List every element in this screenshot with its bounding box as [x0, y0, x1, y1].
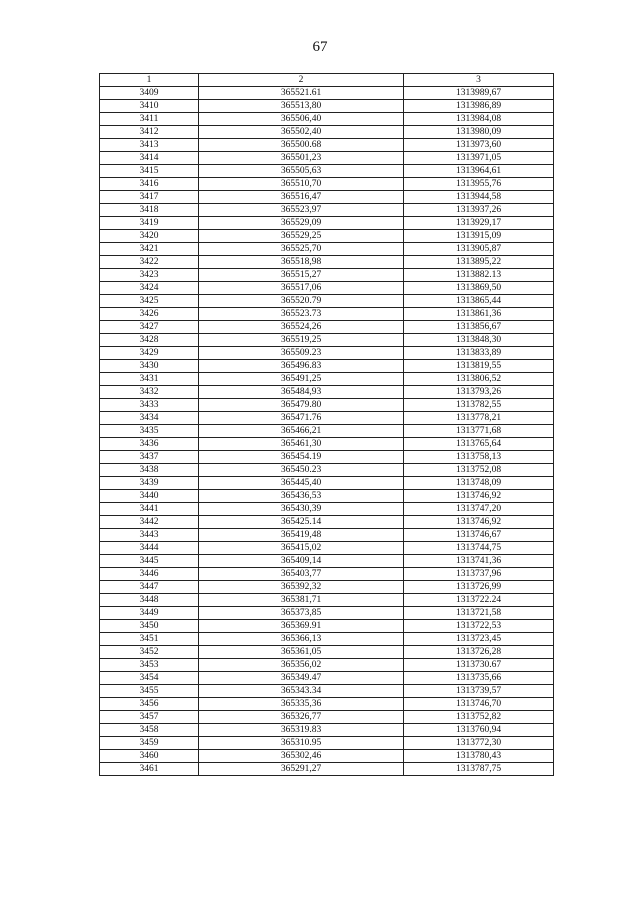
table-row [100, 152, 554, 165]
cell-point-number: 3415 [100, 165, 199, 178]
cell-x-coordinate: 365510,70 [199, 178, 404, 191]
table-row [100, 711, 554, 724]
table-row [100, 113, 554, 126]
table-row [100, 594, 554, 607]
cell-x-coordinate: 365496.83 [199, 360, 404, 373]
cell-x-coordinate: 365415,02 [199, 542, 404, 555]
table-row [100, 672, 554, 685]
cell-y-coordinate: 1313746,92 [404, 490, 554, 503]
table-row [100, 633, 554, 646]
cell-x-coordinate: 365513,80 [199, 100, 404, 113]
cell-x-coordinate: 365361,05 [199, 646, 404, 659]
table-row [100, 724, 554, 737]
cell-y-coordinate: 1313760,94 [404, 724, 554, 737]
cell-y-coordinate: 1313726,28 [404, 646, 554, 659]
cell-y-coordinate: 1313739,57 [404, 685, 554, 698]
cell-point-number: 3444 [100, 542, 199, 555]
table-row [100, 269, 554, 282]
cell-point-number: 3420 [100, 230, 199, 243]
cell-x-coordinate: 365479.80 [199, 399, 404, 412]
cell-y-coordinate: 1313856,67 [404, 321, 554, 334]
cell-y-coordinate: 1313765,64 [404, 438, 554, 451]
cell-point-number: 3425 [100, 295, 199, 308]
cell-y-coordinate: 1313735,66 [404, 672, 554, 685]
table-row [100, 243, 554, 256]
cell-x-coordinate: 365525,70 [199, 243, 404, 256]
cell-point-number: 3445 [100, 555, 199, 568]
cell-y-coordinate: 1313780,43 [404, 750, 554, 763]
cell-point-number: 3446 [100, 568, 199, 581]
cell-y-coordinate: 1313833,89 [404, 347, 554, 360]
cell-x-coordinate: 365392,32 [199, 581, 404, 594]
cell-point-number: 3431 [100, 373, 199, 386]
table-body [100, 87, 554, 776]
cell-point-number: 3422 [100, 256, 199, 269]
table-row [100, 282, 554, 295]
cell-point-number: 3426 [100, 308, 199, 321]
table-row [100, 464, 554, 477]
cell-y-coordinate: 1313944,58 [404, 191, 554, 204]
cell-x-coordinate: 365326,77 [199, 711, 404, 724]
cell-y-coordinate: 1313778,21 [404, 412, 554, 425]
cell-x-coordinate: 365509.23 [199, 347, 404, 360]
cell-x-coordinate: 365520.79 [199, 295, 404, 308]
cell-y-coordinate: 1313721,58 [404, 607, 554, 620]
cell-point-number: 3437 [100, 451, 199, 464]
cell-point-number: 3424 [100, 282, 199, 295]
cell-point-number: 3436 [100, 438, 199, 451]
cell-x-coordinate: 365381,71 [199, 594, 404, 607]
table-row [100, 477, 554, 490]
table-row [100, 659, 554, 672]
cell-y-coordinate: 1313806,52 [404, 373, 554, 386]
table-row [100, 581, 554, 594]
table-row [100, 412, 554, 425]
cell-y-coordinate: 1313955,76 [404, 178, 554, 191]
cell-x-coordinate: 365516,47 [199, 191, 404, 204]
cell-x-coordinate: 365461,30 [199, 438, 404, 451]
cell-y-coordinate: 1313772,30 [404, 737, 554, 750]
table-row [100, 399, 554, 412]
cell-point-number: 3439 [100, 477, 199, 490]
cell-y-coordinate: 1313746,92 [404, 516, 554, 529]
cell-x-coordinate: 365366,13 [199, 633, 404, 646]
cell-y-coordinate: 1313752,08 [404, 464, 554, 477]
cell-y-coordinate: 1313722.24 [404, 594, 554, 607]
cell-point-number: 3416 [100, 178, 199, 191]
cell-point-number: 3410 [100, 100, 199, 113]
cell-x-coordinate: 365335,36 [199, 698, 404, 711]
table-row [100, 737, 554, 750]
cell-x-coordinate: 365524,26 [199, 321, 404, 334]
cell-x-coordinate: 365409,14 [199, 555, 404, 568]
cell-point-number: 3452 [100, 646, 199, 659]
cell-y-coordinate: 1313989,67 [404, 87, 554, 100]
cell-point-number: 3461 [100, 763, 199, 776]
table-row [100, 503, 554, 516]
cell-x-coordinate: 365523,97 [199, 204, 404, 217]
coordinates-table [99, 73, 554, 776]
cell-point-number: 3434 [100, 412, 199, 425]
cell-x-coordinate: 365505,63 [199, 165, 404, 178]
cell-point-number: 3409 [100, 87, 199, 100]
cell-y-coordinate: 1313730.67 [404, 659, 554, 672]
cell-x-coordinate: 365343.34 [199, 685, 404, 698]
cell-x-coordinate: 365302,46 [199, 750, 404, 763]
cell-y-coordinate: 1313973,60 [404, 139, 554, 152]
page-number: 67 [312, 39, 328, 55]
cell-y-coordinate: 1313726,99 [404, 581, 554, 594]
cell-point-number: 3413 [100, 139, 199, 152]
cell-x-coordinate: 365445,40 [199, 477, 404, 490]
table-row [100, 191, 554, 204]
cell-point-number: 3411 [100, 113, 199, 126]
cell-x-coordinate: 365501,23 [199, 152, 404, 165]
cell-y-coordinate: 1313895,22 [404, 256, 554, 269]
table-row [100, 698, 554, 711]
table-row [100, 529, 554, 542]
cell-x-coordinate: 365491,25 [199, 373, 404, 386]
cell-x-coordinate: 365471.76 [199, 412, 404, 425]
cell-x-coordinate: 365403,77 [199, 568, 404, 581]
cell-x-coordinate: 365466,21 [199, 425, 404, 438]
table-row [100, 308, 554, 321]
cell-x-coordinate: 365310.95 [199, 737, 404, 750]
table-row [100, 646, 554, 659]
cell-y-coordinate: 1313986,89 [404, 100, 554, 113]
cell-x-coordinate: 365517,06 [199, 282, 404, 295]
cell-y-coordinate: 1313722,53 [404, 620, 554, 633]
table-row [100, 321, 554, 334]
cell-x-coordinate: 365500.68 [199, 139, 404, 152]
cell-x-coordinate: 365518,98 [199, 256, 404, 269]
table-row [100, 373, 554, 386]
cell-point-number: 3460 [100, 750, 199, 763]
cell-x-coordinate: 365454.19 [199, 451, 404, 464]
cell-x-coordinate: 365436,53 [199, 490, 404, 503]
cell-y-coordinate: 1313861,36 [404, 308, 554, 321]
cell-x-coordinate: 365502,40 [199, 126, 404, 139]
cell-y-coordinate: 1313787,75 [404, 763, 554, 776]
column-header-y: 3 [404, 74, 554, 87]
cell-x-coordinate: 365519,25 [199, 334, 404, 347]
cell-y-coordinate: 1313747,20 [404, 503, 554, 516]
cell-point-number: 3441 [100, 503, 199, 516]
cell-y-coordinate: 1313746,67 [404, 529, 554, 542]
table-header-row [100, 74, 554, 87]
cell-y-coordinate: 1313865,44 [404, 295, 554, 308]
table-row [100, 568, 554, 581]
table-row [100, 620, 554, 633]
table-row [100, 165, 554, 178]
cell-x-coordinate: 365425.14 [199, 516, 404, 529]
cell-point-number: 3418 [100, 204, 199, 217]
table-row [100, 425, 554, 438]
cell-y-coordinate: 1313984,08 [404, 113, 554, 126]
table-row [100, 139, 554, 152]
cell-y-coordinate: 1313929,17 [404, 217, 554, 230]
cell-y-coordinate: 1313793,26 [404, 386, 554, 399]
cell-y-coordinate: 1313748,09 [404, 477, 554, 490]
cell-point-number: 3432 [100, 386, 199, 399]
cell-point-number: 3417 [100, 191, 199, 204]
table-row [100, 750, 554, 763]
table-row [100, 217, 554, 230]
cell-x-coordinate: 365319.83 [199, 724, 404, 737]
table-row [100, 438, 554, 451]
cell-point-number: 3430 [100, 360, 199, 373]
cell-y-coordinate: 1313771,68 [404, 425, 554, 438]
cell-y-coordinate: 1313964,61 [404, 165, 554, 178]
cell-x-coordinate: 365291,27 [199, 763, 404, 776]
cell-x-coordinate: 365523.73 [199, 308, 404, 321]
table-row [100, 490, 554, 503]
table-row [100, 451, 554, 464]
cell-point-number: 3414 [100, 152, 199, 165]
table-row [100, 516, 554, 529]
cell-point-number: 3438 [100, 464, 199, 477]
table-row [100, 126, 554, 139]
cell-point-number: 3419 [100, 217, 199, 230]
table-row [100, 334, 554, 347]
cell-point-number: 3421 [100, 243, 199, 256]
table-row [100, 295, 554, 308]
cell-y-coordinate: 1313937,26 [404, 204, 554, 217]
cell-x-coordinate: 365419,48 [199, 529, 404, 542]
cell-point-number: 3459 [100, 737, 199, 750]
column-header-point-number: 1 [100, 74, 199, 87]
cell-x-coordinate: 365515,27 [199, 269, 404, 282]
cell-point-number: 3458 [100, 724, 199, 737]
table-row [100, 256, 554, 269]
table-row [100, 386, 554, 399]
cell-point-number: 3429 [100, 347, 199, 360]
cell-y-coordinate: 1313882.13 [404, 269, 554, 282]
table-row [100, 230, 554, 243]
cell-point-number: 3423 [100, 269, 199, 282]
cell-point-number: 3453 [100, 659, 199, 672]
table-row [100, 360, 554, 373]
table-row [100, 542, 554, 555]
cell-y-coordinate: 1313848,30 [404, 334, 554, 347]
cell-x-coordinate: 365356,02 [199, 659, 404, 672]
cell-point-number: 3454 [100, 672, 199, 685]
cell-point-number: 3435 [100, 425, 199, 438]
cell-y-coordinate: 1313905,87 [404, 243, 554, 256]
cell-y-coordinate: 1313782,55 [404, 399, 554, 412]
cell-y-coordinate: 1313752,82 [404, 711, 554, 724]
table-row [100, 607, 554, 620]
cell-point-number: 3448 [100, 594, 199, 607]
cell-point-number: 3450 [100, 620, 199, 633]
cell-point-number: 3440 [100, 490, 199, 503]
cell-point-number: 3449 [100, 607, 199, 620]
table-row [100, 204, 554, 217]
table-row [100, 685, 554, 698]
cell-x-coordinate: 365529,09 [199, 217, 404, 230]
cell-y-coordinate: 1313741,36 [404, 555, 554, 568]
cell-y-coordinate: 1313915,09 [404, 230, 554, 243]
cell-x-coordinate: 365373,85 [199, 607, 404, 620]
cell-y-coordinate: 1313737,96 [404, 568, 554, 581]
cell-point-number: 3456 [100, 698, 199, 711]
cell-x-coordinate: 365369.91 [199, 620, 404, 633]
cell-point-number: 3455 [100, 685, 199, 698]
table-row [100, 347, 554, 360]
cell-x-coordinate: 365506,40 [199, 113, 404, 126]
cell-point-number: 3443 [100, 529, 199, 542]
cell-y-coordinate: 1313744,75 [404, 542, 554, 555]
column-header-x: 2 [199, 74, 404, 87]
cell-x-coordinate: 365521.61 [199, 87, 404, 100]
cell-y-coordinate: 1313971,05 [404, 152, 554, 165]
cell-x-coordinate: 365349.47 [199, 672, 404, 685]
cell-point-number: 3412 [100, 126, 199, 139]
table-row [100, 763, 554, 776]
cell-point-number: 3428 [100, 334, 199, 347]
table-row [100, 87, 554, 100]
table-row [100, 178, 554, 191]
cell-point-number: 3427 [100, 321, 199, 334]
cell-x-coordinate: 365450.23 [199, 464, 404, 477]
cell-y-coordinate: 1313819,55 [404, 360, 554, 373]
cell-x-coordinate: 365484,93 [199, 386, 404, 399]
cell-point-number: 3442 [100, 516, 199, 529]
cell-point-number: 3451 [100, 633, 199, 646]
cell-y-coordinate: 1313758,13 [404, 451, 554, 464]
cell-point-number: 3447 [100, 581, 199, 594]
cell-point-number: 3433 [100, 399, 199, 412]
cell-y-coordinate: 1313980,09 [404, 126, 554, 139]
cell-y-coordinate: 1313746,70 [404, 698, 554, 711]
cell-y-coordinate: 1313723,45 [404, 633, 554, 646]
cell-x-coordinate: 365430,39 [199, 503, 404, 516]
cell-y-coordinate: 1313869,50 [404, 282, 554, 295]
cell-x-coordinate: 365529,25 [199, 230, 404, 243]
table-row [100, 555, 554, 568]
cell-point-number: 3457 [100, 711, 199, 724]
table-row [100, 100, 554, 113]
